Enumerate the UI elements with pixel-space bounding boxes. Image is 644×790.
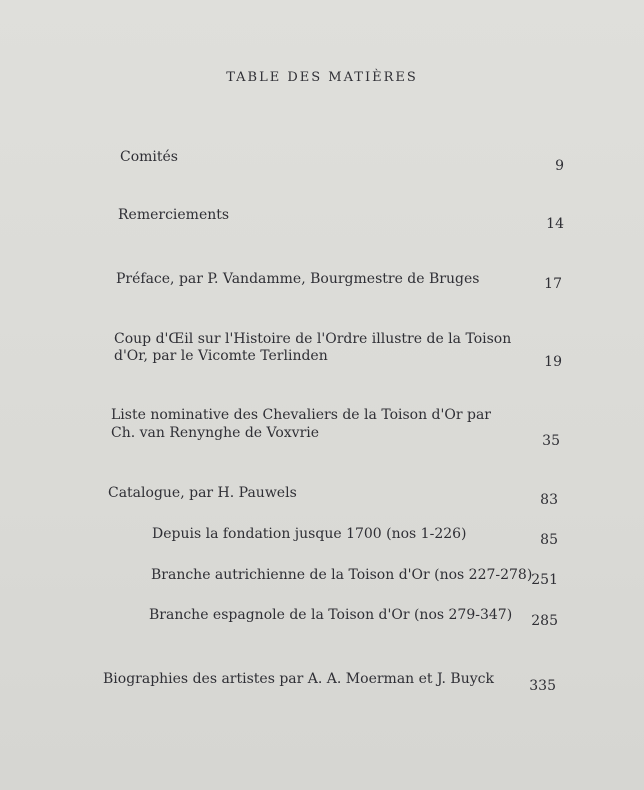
toc-page-number: 35 [542,433,560,449]
toc-page-number: 335 [529,678,556,694]
toc-entry-remerciements: Remerciements [118,207,230,223]
toc-page-number: 17 [544,276,562,292]
toc-entry-coup-doeil-line2: d'Or, par le Vicomte Terlinden [114,348,328,364]
toc-page-number: 83 [540,492,558,508]
toc-page-number: 251 [531,572,558,588]
toc-entry-catalogue: Catalogue, par H. Pauwels [108,485,297,501]
toc-entry-preface: Préface, par P. Vandamme, Bourgmestre de Bruges [116,271,480,287]
toc-entry-liste-line1: Liste nominative des Chevaliers de la Toison d'Or par [111,407,491,423]
toc-page-number: 9 [555,158,564,174]
toc-page-number: 85 [540,532,558,548]
page-title: TABLE DES MATIÈRES [226,70,418,85]
toc-entry-biographies: Biographies des artistes par A. A. Moerman et J. Buyck [103,671,494,687]
toc-page-number: 19 [544,354,562,370]
toc-subentry-espagnole: Branche espagnole de la Toison d'Or (nos 279-347) [149,607,513,623]
toc-subentry-autrichienne: Branche autrichienne de la Toison d'Or (nos 227-278) [151,567,533,583]
toc-subentry-fondation: Depuis la fondation jusque 1700 (nos 1-226) [152,526,467,542]
toc-entry-comites: Comités [120,149,178,165]
toc-page-number: 285 [531,613,558,629]
toc-page-number: 14 [546,216,564,232]
toc-entry-coup-doeil-line1: Coup d'Œil sur l'Histoire de l'Ordre illustre de la Toison [114,331,512,347]
toc-entry-liste-line2: Ch. van Renynghe de Voxvrie [111,425,320,441]
